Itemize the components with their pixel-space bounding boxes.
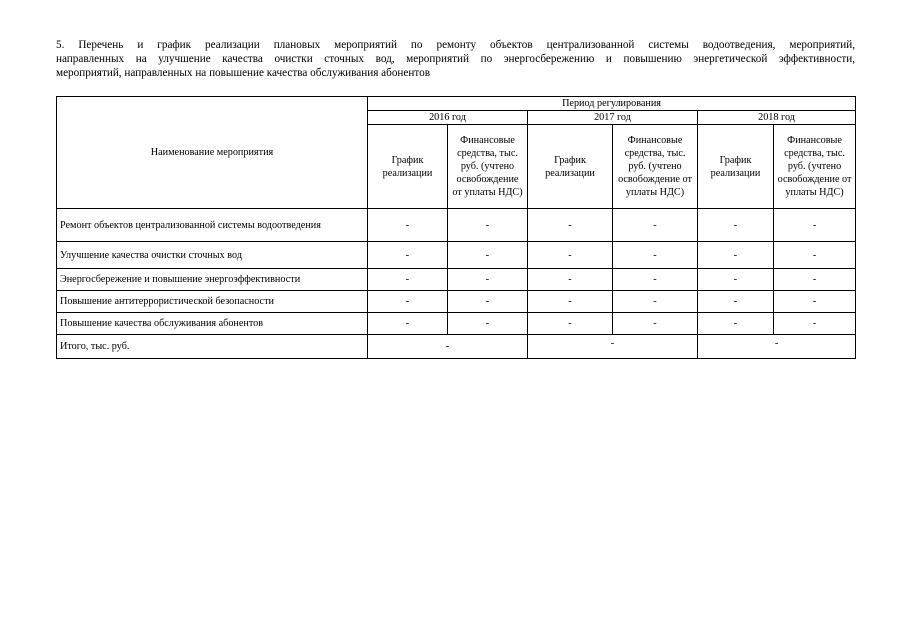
value-cell: - (368, 291, 448, 313)
value-cell: - (448, 209, 528, 242)
value-cell: - (613, 313, 698, 335)
activity-name-cell: Повышение антитеррористической безопасности (57, 291, 368, 313)
total-value-cell: - (698, 335, 856, 359)
value-cell: - (774, 313, 856, 335)
activity-name-cell: Энергосбережение и повышение энергоэффективности (57, 269, 368, 291)
value-cell: - (448, 242, 528, 269)
value-cell: - (613, 242, 698, 269)
value-cell: - (528, 242, 613, 269)
heading-line-2: направленных на улучшение качества очистки сточных вод, мероприятий по энергосбережению и повышению энергетической эффективности, (56, 53, 855, 65)
column-header-year: 2017 год (528, 111, 698, 125)
value-cell: - (613, 209, 698, 242)
activity-name-cell: Улучшение качества очистки сточных вод (57, 242, 368, 269)
total-value-cell: - (528, 335, 698, 359)
value-cell: - (528, 313, 613, 335)
column-header-activity-name: Наименование мероприятия (57, 97, 368, 209)
header-row-period (57, 97, 856, 111)
value-cell: - (698, 313, 774, 335)
activity-name-cell: Повышение качества обслуживания абонентов (57, 313, 368, 335)
value-cell: - (448, 291, 528, 313)
value-cell: - (698, 242, 774, 269)
activities-table (56, 96, 856, 359)
column-header-period: Период регулирования (368, 97, 856, 111)
section-heading (56, 38, 855, 80)
total-label-cell: Итого, тыс. руб. (57, 335, 368, 359)
value-cell: - (448, 313, 528, 335)
value-cell: - (774, 269, 856, 291)
table-row (57, 291, 856, 313)
value-cell: - (613, 291, 698, 313)
value-cell: - (368, 313, 448, 335)
value-cell: - (368, 209, 448, 242)
column-header-schedule: График реализации (368, 125, 448, 209)
value-cell: - (368, 242, 448, 269)
value-cell: - (368, 269, 448, 291)
column-header-schedule: График реализации (528, 125, 613, 209)
value-cell: - (774, 242, 856, 269)
value-cell: - (528, 269, 613, 291)
column-header-finance: Финансовые средства, тыс. руб. (учтено освобождение от уплаты НДС) (448, 125, 528, 209)
value-cell: - (528, 291, 613, 313)
value-cell: - (774, 209, 856, 242)
table-row (57, 209, 856, 242)
value-cell: - (698, 209, 774, 242)
column-header-year: 2018 год (698, 111, 856, 125)
value-cell: - (448, 269, 528, 291)
value-cell: - (774, 291, 856, 313)
table-row (57, 242, 856, 269)
total-row (57, 335, 856, 359)
heading-line-1: 5. Перечень и график реализации плановых мероприятий по ремонту объектов централизованной системы водоотведения, мероприятий, (56, 39, 855, 51)
total-value-cell: - (368, 335, 528, 359)
heading-line-3: мероприятий, направленных на повышение качества обслуживания абонентов (56, 67, 430, 79)
column-header-year: 2016 год (368, 111, 528, 125)
value-cell: - (698, 269, 774, 291)
value-cell: - (613, 269, 698, 291)
table-row (57, 313, 856, 335)
value-cell: - (528, 209, 613, 242)
column-header-finance: Финансовые средства, тыс. руб. (учтено освобождение от уплаты НДС) (774, 125, 856, 209)
activity-name-cell: Ремонт объектов централизованной системы водоотведения (57, 209, 368, 242)
column-header-schedule: График реализации (698, 125, 774, 209)
table-row (57, 269, 856, 291)
value-cell: - (698, 291, 774, 313)
column-header-finance: Финансовые средства, тыс. руб. (учтено освобождение от уплаты НДС) (613, 125, 698, 209)
